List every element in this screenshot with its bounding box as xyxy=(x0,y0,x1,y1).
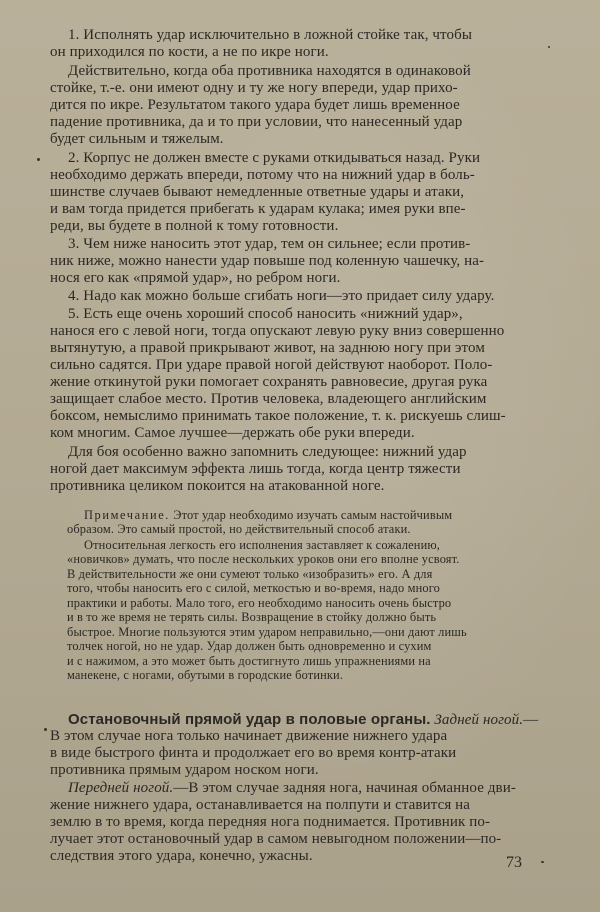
note-line: и в то же время не терять силы. Возвращение в стойку должно быть xyxy=(67,610,437,624)
text-line: Для боя особенно важно запомнить следующее: нижний удар xyxy=(68,444,467,460)
text-line: 3. Чем ниже наносить этот удар, тем он сильнее; если против- xyxy=(68,236,471,252)
text-line: сильно садятся. При ударе правой ногой действуют наоборот. Поло- xyxy=(50,357,493,373)
text-line: дится по икре. Результатом такого удара будет лишь временное xyxy=(50,97,460,113)
print-speck xyxy=(541,861,544,863)
note-line xyxy=(84,508,553,522)
text-line: стойке, т.-е. они имеют одну и ту же ногу впереди, удар прихо- xyxy=(50,80,458,96)
note-line: и с нажимом, а это может быть достигнуто лишь упражнениями на xyxy=(67,654,431,668)
print-speck xyxy=(44,728,47,731)
text-line: нанося его с левой ноги, тогда опускают левую руку вниз совершенно xyxy=(50,323,505,339)
note-line: толчек ногой, но не удар. Удар должен быть одновременно и сухим xyxy=(67,639,432,653)
text-line: противника целиком покоится на атакованной ноге. xyxy=(50,478,385,494)
section-heading-italic: Задней ногой. xyxy=(434,712,524,728)
note-line: того, чтобы наносить его с силой, меткостью и во-время, надо много xyxy=(67,581,441,595)
text-line: защищает слабое место. Против человека, владеющего английским xyxy=(50,391,487,407)
note-line: Относительная легкость его исполнения заставляет к сожалению, xyxy=(84,538,441,552)
text-line: он приходился по кости, а не по икре ноги. xyxy=(50,44,329,60)
text-line: 2. Корпус не должен вместе с руками откидываться назад. Руки xyxy=(68,150,481,166)
note-text: Этот удар необходимо изучать самым настойчивым xyxy=(173,508,453,522)
text-line: шинстве случаев бывают немедленные ответные удары и атаки, xyxy=(50,184,465,200)
text-line: и вам тогда придется прибегать к ударам кулака; имея руки впе- xyxy=(50,201,466,217)
text-line: нося его как «прямой удар», но ребром ноги. xyxy=(50,270,341,286)
text-line: жение нижнего удара, останавливается на полпути и ставится на xyxy=(50,797,471,813)
note-label: Примечание. xyxy=(84,508,170,522)
section-heading: Остановочный прямой удар в половые органы. xyxy=(68,711,431,728)
text-line: реди, вы будете в полной к тому готовности. xyxy=(50,218,339,234)
text-line: 5. Есть еще очень хороший способ наносить «нижний удар», xyxy=(68,306,463,322)
text-line xyxy=(68,780,553,797)
page-number: 73 xyxy=(506,854,522,871)
text-line: землю в то время, когда передняя нога поднимается. Противник по- xyxy=(50,814,491,830)
text-line: необходимо держать впереди, потому что на нижний удар в боль- xyxy=(50,167,475,183)
subheading-italic: Передней ногой. xyxy=(68,780,174,796)
note-line: манекене, с ногами, обутыми в городские ботинки. xyxy=(67,668,344,682)
note-line: «новичков» думать, что после нескольких уроков они его вполне усвоят. xyxy=(67,552,460,566)
text-line: лучает этот остановочный удар в самом невыгодном положении—по- xyxy=(50,831,502,847)
text-line: будет сильным и тяжелым. xyxy=(50,131,224,147)
text-line: 4. Надо как можно больше сгибать ноги—это придает силу удару. xyxy=(68,288,495,304)
text-line: ногой дает максимум эффекта лишь тогда, когда центр тяжести xyxy=(50,461,461,477)
text-span: —В этом случае задняя нога, начиная обманное дви- xyxy=(173,780,516,796)
text-line: Действительно, когда оба противника находятся в одинаковой xyxy=(68,63,471,79)
text-line: в виде быстрого финта и продолжает его во время контр-атаки xyxy=(50,745,457,761)
text-line: следствия этого удара, конечно, ужасны. xyxy=(50,848,313,864)
note-line: быстрое. Многие пользуются этим ударом неправильно,—они дают лишь xyxy=(67,625,467,639)
print-speck xyxy=(37,158,40,161)
note-line: образом. Это самый простой, но действительный способ атаки. xyxy=(67,522,411,536)
print-speck xyxy=(548,46,550,48)
text-line: В этом случае нога только начинает движение нижнего удара xyxy=(50,728,448,744)
text-line: 1. Исполнять удар исключительно в ложной стойке так, чтобы xyxy=(68,27,473,43)
text-line: боксом, немыслимо принимать такое положение, т. к. рискуешь слиш- xyxy=(50,408,506,424)
section-heading-dash: — xyxy=(523,712,539,728)
text-line: жение откинутой руки помогает сохранять равновесие, другая рука xyxy=(50,374,488,390)
note-line: практики и работы. Мало того, его необходимо наносить очень быстро xyxy=(67,596,452,610)
note-line: В действительности же они сумеют только «изобразить» его. А для xyxy=(67,567,433,581)
text-line: ком многим. Самое лучшее—держать обе руки впереди. xyxy=(50,425,415,441)
text-line: противника прямым ударом носком ноги. xyxy=(50,762,319,778)
text-line: ник ниже, можно нанести удар повыше под коленную чашечку, на- xyxy=(50,253,485,269)
text-line: падение противника, да и то при условии, что нанесенный удар xyxy=(50,114,463,130)
section-heading-line xyxy=(68,711,553,729)
text-line: вытянутую, а правой прикрывают живот, на заднюю ногу при этом xyxy=(50,340,485,356)
